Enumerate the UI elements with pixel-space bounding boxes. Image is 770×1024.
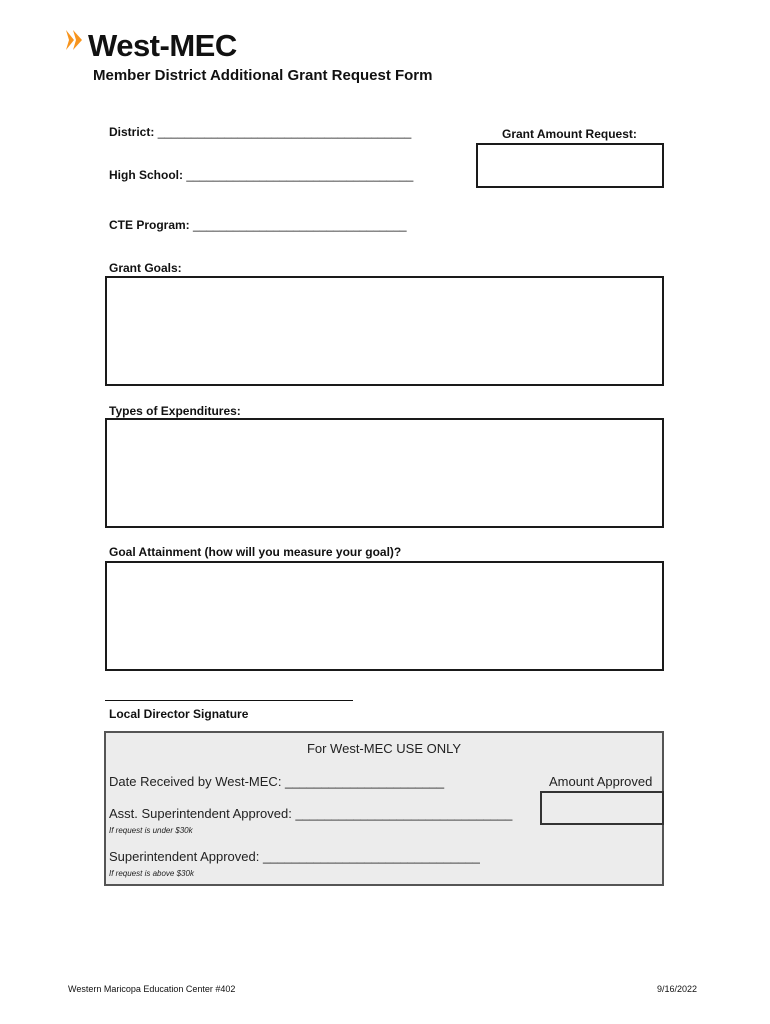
district-line: ______________________________________	[157, 125, 412, 139]
district-label: District:	[109, 125, 158, 139]
amount-approved-input[interactable]	[540, 791, 664, 825]
goal-attainment-label: Goal Attainment (how will you measure your goal)?	[109, 545, 402, 559]
district-field[interactable]	[109, 124, 411, 140]
logo-chevrons-icon	[66, 30, 88, 50]
signature-label: Local Director Signature	[109, 707, 249, 721]
date-received-field[interactable]: Date Received by West-MEC: ______________________	[109, 774, 445, 789]
types-expenditures-label: Types of Expenditures:	[109, 404, 241, 418]
grant-goals-label: Grant Goals:	[109, 261, 182, 275]
footer-date: 9/16/2022	[657, 984, 698, 994]
logo-wordmark: West-MEC	[88, 28, 237, 63]
grant-amount-input[interactable]	[476, 143, 664, 188]
goal-attainment-textarea[interactable]	[105, 561, 664, 671]
page-title: Member District Additional Grant Request Form	[93, 67, 433, 84]
grant-goals-textarea[interactable]	[105, 276, 664, 386]
high-school-field[interactable]	[109, 167, 413, 183]
grant-amount-label: Grant Amount Request:	[502, 127, 637, 141]
asst-superintendent-note: If request is under $30k	[109, 826, 193, 835]
superintendent-note: If request is above $30k	[109, 869, 194, 878]
amount-approved-label: Amount Approved	[549, 774, 653, 789]
office-use-title: For West-MEC USE ONLY	[306, 741, 462, 756]
cte-program-label: CTE Program:	[109, 218, 194, 232]
office-use-panel	[104, 731, 664, 886]
cte-program-field[interactable]	[109, 217, 407, 233]
high-school-line: __________________________________	[186, 168, 414, 182]
superintendent-field[interactable]: Superintendent Approved: ______________________________	[109, 849, 480, 864]
footer-organization: Western Maricopa Education Center #402	[68, 984, 236, 994]
types-expenditures-textarea[interactable]	[105, 418, 664, 528]
high-school-label: High School:	[109, 168, 187, 182]
cte-program-line: ________________________________	[193, 218, 407, 232]
signature-line[interactable]	[105, 700, 353, 701]
asst-superintendent-field[interactable]: Asst. Superintendent Approved: ______________________________	[109, 806, 513, 821]
